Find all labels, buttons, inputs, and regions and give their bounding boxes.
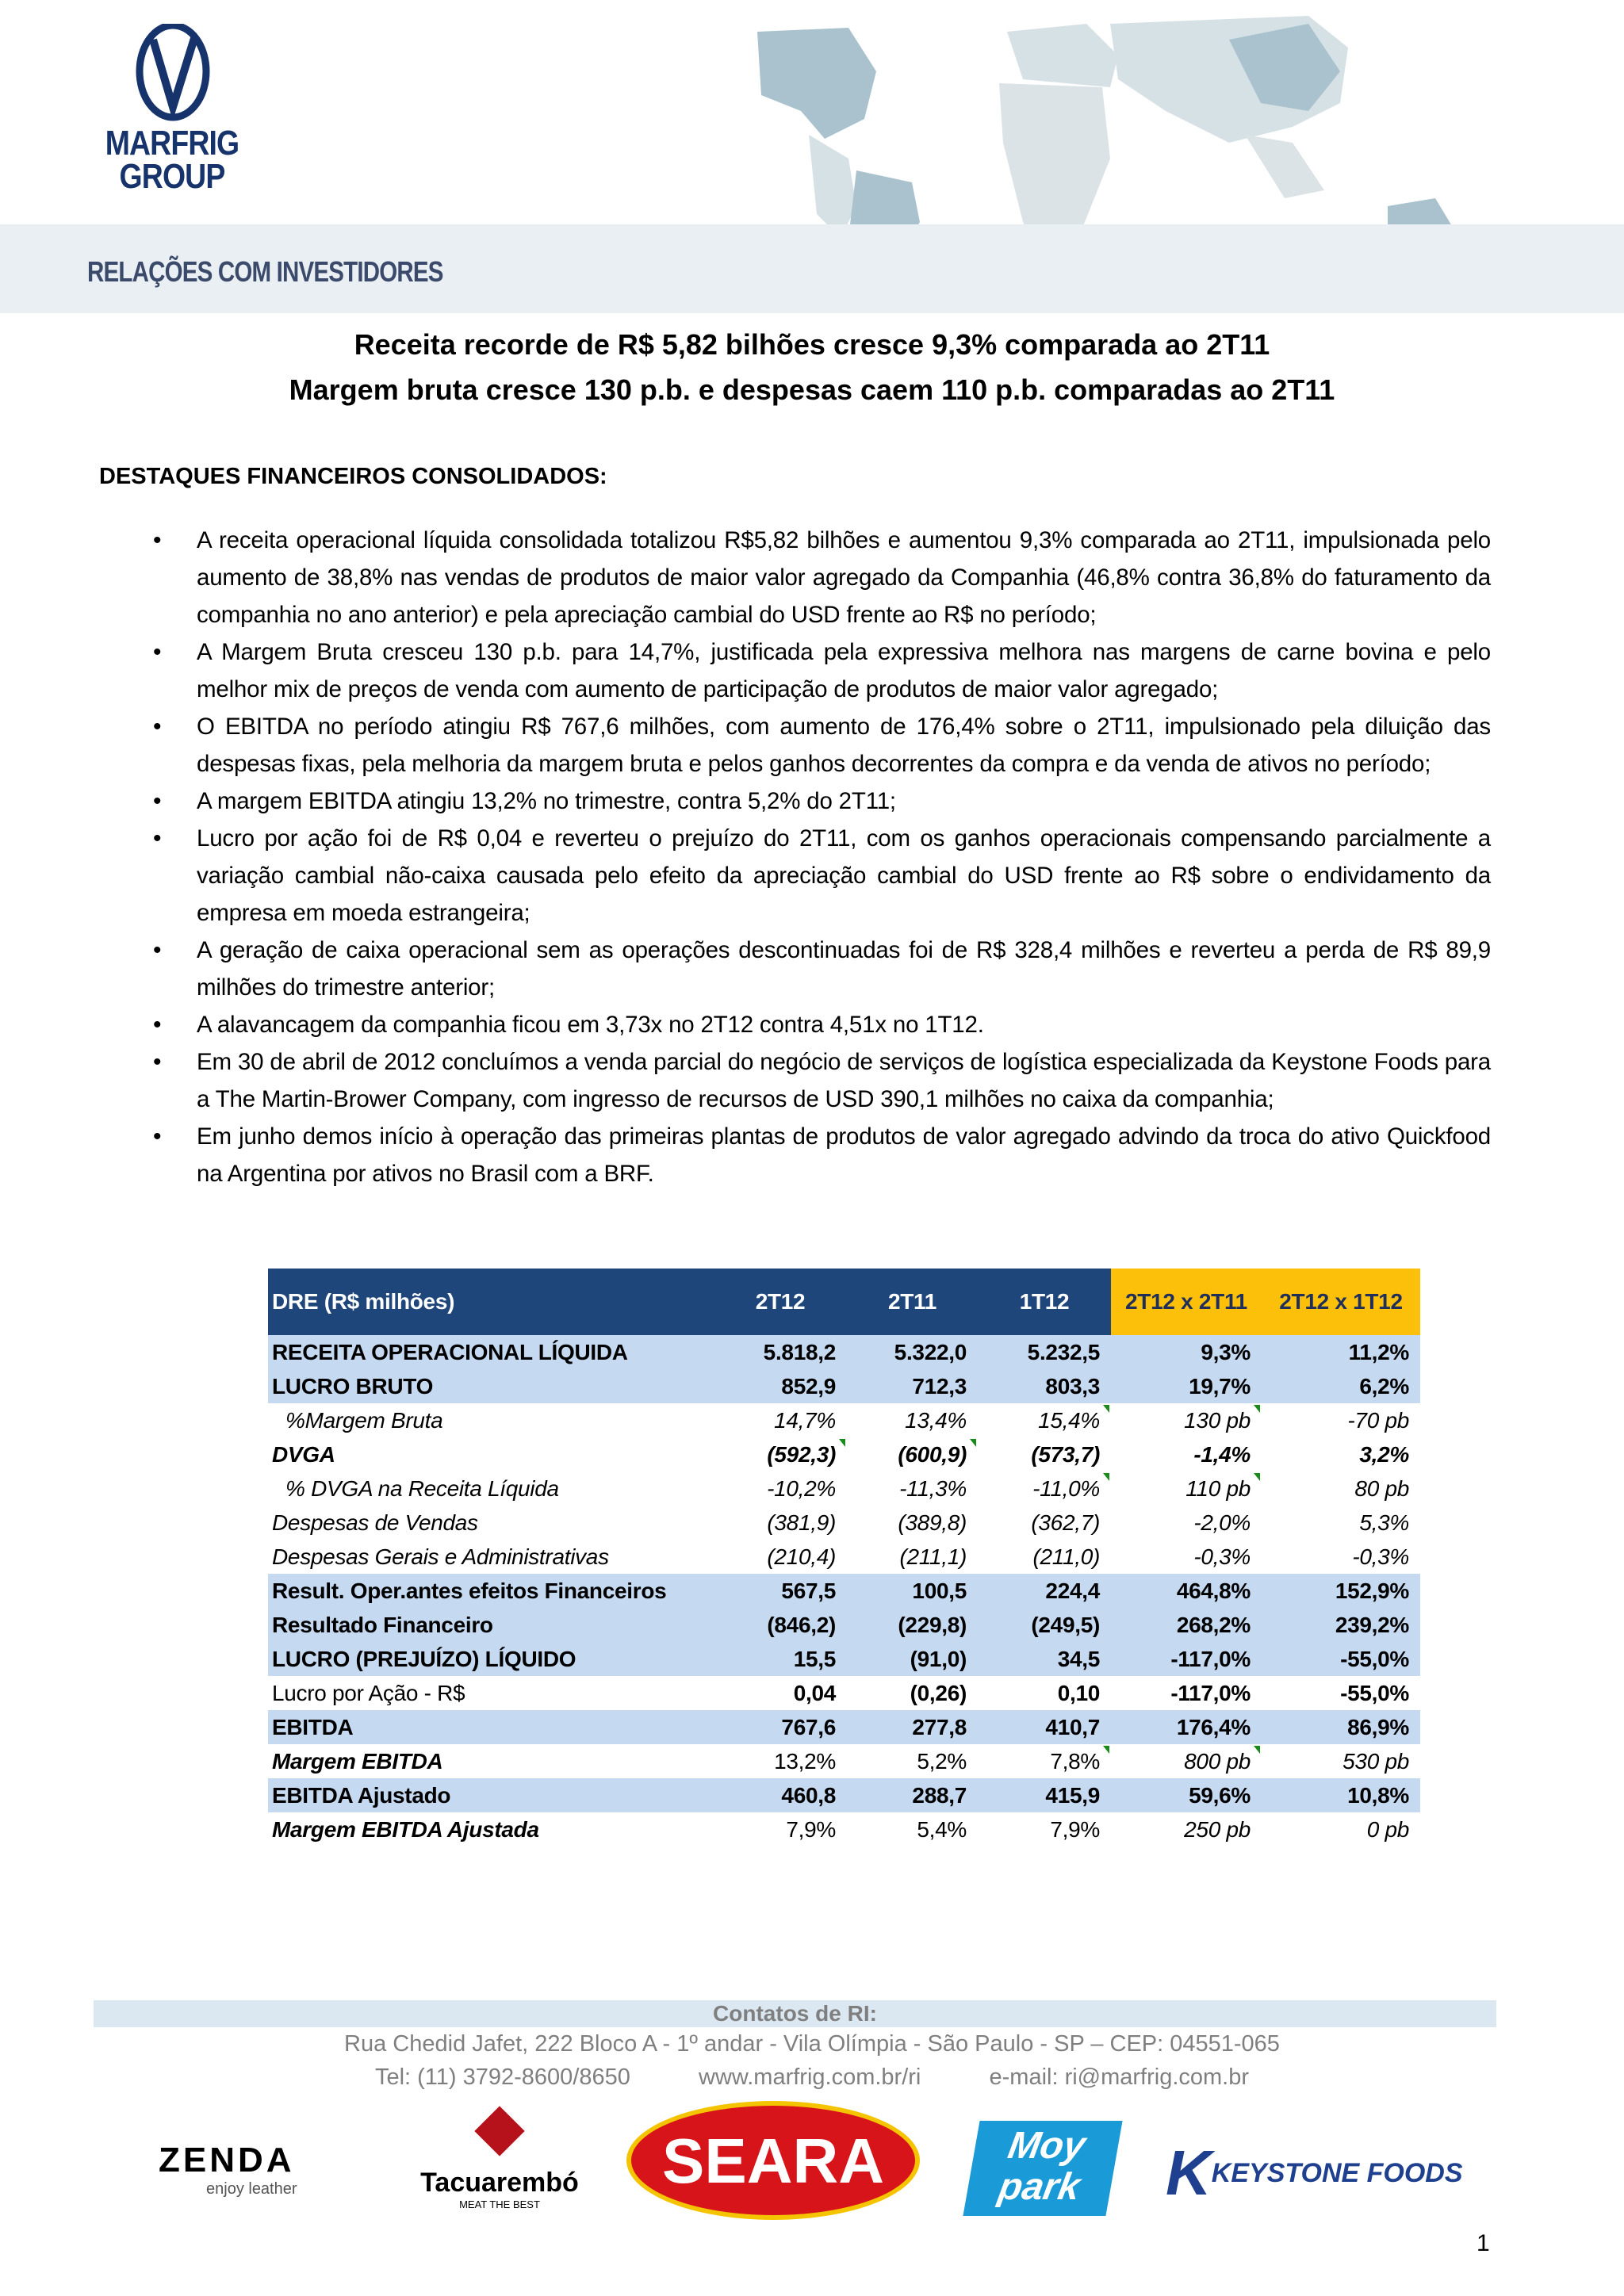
page-number: 1	[1477, 2230, 1490, 2256]
tacuarembo-emblem	[474, 2106, 524, 2156]
row-value: 15,5	[714, 1642, 847, 1676]
row-label: % DVGA na Receita Líquida	[285, 1475, 559, 1501]
row-value: 59,6%	[1111, 1778, 1262, 1812]
highlight-item: • Em junho demos início à operação das primeiras plantas de produtos de valor agregado advindo da troca do ativo Quickfood na Argentina por ativos no Brasil com a BRF.	[197, 1118, 1491, 1192]
row-value: 530 pb	[1342, 1748, 1409, 1774]
row-value: 460,8	[714, 1778, 847, 1812]
row-value: 268,2%	[1111, 1608, 1262, 1642]
row-label: EBITDA Ajustado	[268, 1778, 714, 1812]
highlight-item: • A alavancagem da companhia ficou em 3,73x no 2T12 contra 4,51x no 1T12.	[197, 1006, 1491, 1043]
row-value: 239,2%	[1262, 1608, 1420, 1642]
header-2t11: 2T11	[847, 1269, 978, 1335]
row-value: -55,0%	[1340, 1680, 1409, 1705]
row-value: (91,0)	[847, 1642, 978, 1676]
table-row	[268, 1812, 1420, 1846]
zenda-tagline: enjoy leather	[206, 2180, 297, 2198]
table-row	[268, 1437, 1420, 1471]
row-value: 13,2%	[774, 1748, 836, 1774]
row-value: -55,0%	[1262, 1642, 1420, 1676]
row-value: 288,7	[847, 1778, 978, 1812]
highlight-item: • A geração de caixa operacional sem as operações descontinuadas foi de R$ 328,4 milhões e reverteu a perda de R$ 89,9 milhões do trimestre anterior;	[197, 932, 1491, 1006]
row-value: (211,0)	[1032, 1544, 1100, 1569]
row-value: 11,2%	[1262, 1335, 1420, 1369]
website-link[interactable]: www.marfrig.com.br/ri	[699, 2064, 921, 2090]
row-value: 5.232,5	[978, 1335, 1111, 1369]
row-value: 250 pb	[1184, 1816, 1251, 1842]
row-value: 130 pb	[1111, 1403, 1262, 1437]
row-value: 6,2%	[1262, 1369, 1420, 1403]
table-row	[268, 1744, 1420, 1778]
investor-relations-label: RELAÇÕES COM INVESTIDORES	[87, 255, 443, 288]
table-row	[268, 1778, 1420, 1812]
row-value: 3,2%	[1359, 1441, 1409, 1467]
row-value: (573,7)	[1031, 1441, 1100, 1467]
row-value: 7,9%	[1050, 1816, 1100, 1842]
table-row	[268, 1574, 1420, 1608]
table-row	[268, 1335, 1420, 1369]
row-value: 100,5	[847, 1574, 978, 1608]
headline-1: Receita recorde de R$ 5,82 bilhões cresce 9,3% comparada ao 2T11	[354, 328, 1270, 361]
table-row	[268, 1642, 1420, 1676]
row-value: 15,4%	[978, 1403, 1111, 1437]
row-value: (381,9)	[767, 1510, 836, 1535]
row-value: 80 pb	[1354, 1475, 1409, 1501]
row-label: Resultado Financeiro	[268, 1608, 714, 1642]
row-label: Lucro por Ação - R$	[272, 1680, 465, 1705]
row-label: %Margem Bruta	[285, 1407, 443, 1433]
row-value: 13,4%	[905, 1407, 967, 1433]
highlight-item: • A margem EBITDA atingiu 13,2% no trimestre, contra 5,2% do 2T11;	[197, 783, 1491, 820]
row-value: -70 pb	[1347, 1407, 1409, 1433]
row-value: -0,3%	[1193, 1544, 1251, 1569]
row-value: (846,2)	[714, 1608, 847, 1642]
row-value: 110 pb	[1111, 1471, 1262, 1506]
table-header-row	[268, 1269, 1420, 1335]
keystone-wordmark: KEYSTONE FOODS	[1211, 2157, 1463, 2188]
table-row	[268, 1710, 1420, 1744]
row-value: 0,10	[1057, 1680, 1100, 1705]
row-value: -117,0%	[1170, 1680, 1251, 1705]
row-value: 176,4%	[1111, 1710, 1262, 1744]
highlight-item: • A receita operacional líquida consolidada totalizou R$5,82 bilhões e aumentou 9,3% comparada ao 2T11, impulsionada pelo aumento de 38,8% nas vendas de produtos de maior valor agregado da Companhia (46,8% contra 36,8% do faturamento da companhia no ano anterior) e pela apreciação cambial do USD frente ao R$ no período;	[197, 522, 1491, 633]
header-2t12-vs-1t12: 2T12 x 1T12	[1262, 1269, 1420, 1335]
row-label: Margem EBITDA Ajustada	[272, 1816, 539, 1842]
tacuarembo-logo	[412, 2109, 587, 2210]
row-value: -11,0%	[978, 1471, 1111, 1506]
headline-2: Margem bruta cresce 130 p.b. e despesas caem 110 p.b. comparadas ao 2T11	[289, 373, 1335, 406]
row-value: (210,4)	[767, 1544, 836, 1569]
row-value: 19,7%	[1111, 1369, 1262, 1403]
row-label: EBITDA	[268, 1710, 714, 1744]
row-value: 152,9%	[1262, 1574, 1420, 1608]
row-value: 10,8%	[1262, 1778, 1420, 1812]
header-dre: DRE (R$ milhões)	[268, 1269, 714, 1335]
page-header	[0, 0, 1624, 313]
address: Rua Chedid Jafet, 222 Bloco A - 1º andar - Vila Olímpia - São Paulo - SP – CEP: 04551-065	[344, 2031, 1280, 2057]
contact-line	[0, 2064, 1624, 2091]
section-title: DESTAQUES FINANCEIROS CONSOLIDADOS:	[99, 464, 607, 489]
highlights-list	[197, 522, 1491, 1192]
row-value: 5.322,0	[847, 1335, 978, 1369]
row-value: -1,4%	[1193, 1441, 1251, 1467]
moy-park-logo	[963, 2121, 1122, 2216]
row-value: 803,3	[978, 1369, 1111, 1403]
row-value: 277,8	[847, 1710, 978, 1744]
row-value: 7,8%	[978, 1744, 1111, 1778]
keystone-k-emblem: K	[1166, 2137, 1212, 2208]
row-value: (362,7)	[1031, 1510, 1100, 1535]
highlight-item: • A Margem Bruta cresceu 130 p.b. para 14,7%, justificada pela expressiva melhora nas margens de carne bovina e pelo melhor mix de preços de venda com aumento de participação de produtos de maior valor agregado;	[197, 633, 1491, 708]
header-2t12: 2T12	[714, 1269, 847, 1335]
row-value: 86,9%	[1262, 1710, 1420, 1744]
highlight-item: • Em 30 de abril de 2012 concluímos a venda parcial do negócio de serviços de logística especializada da Keystone Foods para a The Martin-Brower Company, com ingresso de recursos de USD 390,1 milhões no caixa da companhia;	[197, 1043, 1491, 1118]
header-1t12: 1T12	[978, 1269, 1111, 1335]
table-row	[268, 1540, 1420, 1574]
park-wordmark: park	[995, 2166, 1084, 2208]
table-row	[268, 1403, 1420, 1437]
row-value: 5,4%	[917, 1816, 967, 1842]
row-value: 9,3%	[1111, 1335, 1262, 1369]
zenda-logo	[159, 2141, 297, 2198]
zenda-wordmark: ZENDA	[159, 2141, 295, 2179]
table-row	[268, 1608, 1420, 1642]
email-link[interactable]: e-mail: ri@marfrig.com.br	[989, 2064, 1250, 2090]
row-value: -11,3%	[899, 1475, 967, 1501]
row-value: (0,26)	[910, 1680, 967, 1705]
highlight-item: • O EBITDA no período atingiu R$ 767,6 milhões, com aumento de 176,4% sobre o 2T11, impulsionado pela diluição das despesas fixas, pela melhoria da margem bruta e pelos ganhos decorrentes da compra e da venda de ativos no período;	[197, 708, 1491, 783]
row-value: 767,6	[714, 1710, 847, 1744]
row-value: (389,8)	[898, 1510, 967, 1535]
header-2t12-vs-2t11: 2T12 x 2T11	[1111, 1269, 1262, 1335]
row-value: (229,8)	[847, 1608, 978, 1642]
row-value: 7,9%	[786, 1816, 836, 1842]
table-row	[268, 1506, 1420, 1540]
row-value: 800 pb	[1111, 1744, 1262, 1778]
logo-line-1: MARFRIG	[105, 124, 239, 163]
row-value: 5,3%	[1359, 1510, 1409, 1535]
row-value: 0,04	[793, 1680, 836, 1705]
row-value: 852,9	[714, 1369, 847, 1403]
row-value: 34,5	[978, 1642, 1111, 1676]
table-row	[268, 1369, 1420, 1403]
contact-title: Contatos de RI:	[94, 2000, 1496, 2027]
row-label: Margem EBITDA	[272, 1748, 443, 1774]
phone: Tel: (11) 3792-8600/8650	[374, 2064, 630, 2090]
row-label: DVGA	[272, 1441, 335, 1467]
row-label: Despesas de Vendas	[272, 1510, 478, 1535]
row-label: LUCRO BRUTO	[268, 1369, 714, 1403]
row-label: RECEITA OPERACIONAL LÍQUIDA	[268, 1335, 714, 1369]
row-value: 464,8%	[1111, 1574, 1262, 1608]
row-label: LUCRO (PREJUÍZO) LÍQUIDO	[268, 1642, 714, 1676]
row-value: (592,3)	[714, 1437, 847, 1471]
row-value: 712,3	[847, 1369, 978, 1403]
logo-line-2: GROUP	[119, 157, 225, 196]
row-label: Result. Oper.antes efeitos Financeiros	[268, 1574, 714, 1608]
row-label: Despesas Gerais e Administrativas	[272, 1544, 609, 1569]
financial-table	[268, 1269, 1420, 1846]
seara-logo: SEARA	[626, 2101, 920, 2220]
row-value: 5.818,2	[714, 1335, 847, 1369]
row-value: (249,5)	[978, 1608, 1111, 1642]
row-value: 5,2%	[917, 1748, 967, 1774]
row-value: -117,0%	[1111, 1642, 1262, 1676]
table-row	[268, 1471, 1420, 1506]
row-value: -10,2%	[767, 1475, 836, 1501]
row-value: -0,3%	[1352, 1544, 1409, 1569]
row-value: 224,4	[978, 1574, 1111, 1608]
row-value: 0 pb	[1366, 1816, 1409, 1842]
highlight-item: • Lucro por ação foi de R$ 0,04 e reverteu o prejuízo do 2T11, com os ganhos operacionais compensando parcialmente a variação cambial não-caixa causada pelo efeito da apreciação cambial do USD frente ao R$ sobre o endividamento da empresa em moeda estrangeira;	[197, 820, 1491, 932]
keystone-foods-logo	[1166, 2137, 1463, 2210]
row-value: -2,0%	[1193, 1510, 1251, 1535]
row-value: (600,9)	[847, 1437, 978, 1471]
row-value: 567,5	[714, 1574, 847, 1608]
marfrig-logo-text	[102, 124, 243, 196]
brand-logos	[143, 2109, 1491, 2220]
row-value: 415,9	[978, 1778, 1111, 1812]
row-value: 410,7	[978, 1710, 1111, 1744]
row-value: (211,1)	[899, 1544, 967, 1569]
table-row	[268, 1676, 1420, 1710]
moy-wordmark: Moy	[1005, 2125, 1089, 2167]
tacuarembo-wordmark: Tacuarembó	[420, 2168, 579, 2198]
tacuarembo-tagline: MEAT THE BEST	[459, 2198, 540, 2210]
row-value: 14,7%	[774, 1407, 836, 1433]
